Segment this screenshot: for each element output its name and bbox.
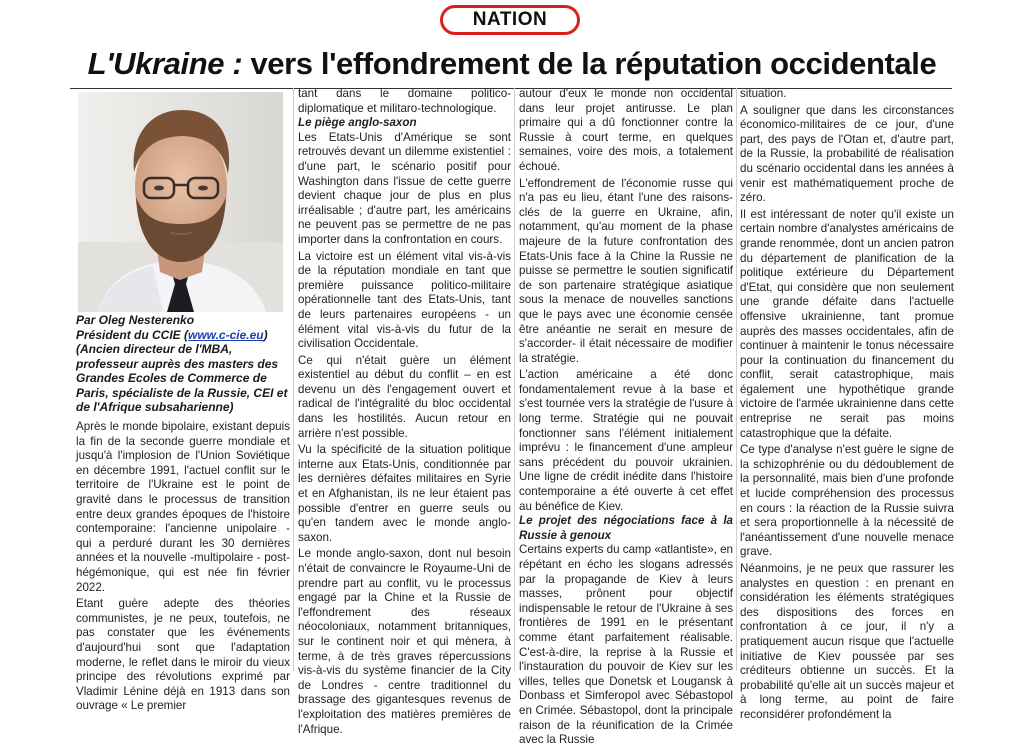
paragraph: tant dans le domaine politico-diplomatique et militaro-technologique. bbox=[298, 87, 511, 115]
paragraph: L'action américaine a été donc fondamentalement revue à la base et s'est tournée vers la stratégie de l'usure à long terme. Stratégie qui ne pouvait fonctionner sans l'élément initialement imprévu : le financement d'une ampleur sans précédent du pouvoir ukrainien. Une ligne de crédit inédite dans l'histoire contemporaine a été ouverte à cet effet au bénéfice de Kiev. bbox=[519, 368, 733, 513]
author-byline: Par Oleg Nesterenko bbox=[76, 313, 195, 327]
column-divider bbox=[736, 88, 737, 671]
paragraph: A souligner que dans les circonstances économico-militaires de ce jour, d'une part, des pays de l'Otan et, d'autre part, de la Russie, la probabilité de réalisation du scénario occidental dans les années à venir est mathématiquement proche de zéro. bbox=[740, 103, 954, 205]
paragraph: situation. bbox=[740, 87, 787, 100]
paragraph: Vu la spécificité de la situation politique interne aux Etats-Unis, conditionnée par les dernières défaites militaires en Syrie et en Afghanistan, ils ne leur étaient pas possible d'entrer en guerre seuls ou qu'en tandem avec le monde anglo-saxon. bbox=[298, 443, 511, 544]
column-divider bbox=[514, 88, 515, 671]
author-caption bbox=[76, 313, 288, 415]
subheading: Le projet des négociations face à la Russie à genoux bbox=[519, 514, 733, 542]
paragraph: La victoire est un élément vital vis-à-vis de la réputation mondiale en tant que première puissance politico-militaire opérationnelle tant des Etats-Unis, tant de leurs partenaires européens - un élément vital vis-à-vis du futur de la civilisation Occidentale. bbox=[298, 249, 511, 351]
headline-rest: vers l'effondrement de la réputation occidentale bbox=[242, 46, 937, 81]
article-column-2 bbox=[298, 87, 511, 736]
paragraph: Néanmoins, je ne peux que rassurer les analystes en question : en prenant en considération les éléments stratégiques des dispositions des forces en confrontation à ce jour, il n'y a pratiquement aucun risque que l'actuelle initiative de Kiev poussée par ses créditeurs obtienne un succès. Et la probabilité qu'elle ait un succès majeur et à long terme, au point de faire reconsidérer profondément la bbox=[740, 562, 954, 721]
headline-lead: L'Ukraine : bbox=[87, 46, 243, 81]
article-column-1 bbox=[76, 420, 290, 713]
paragraph: Il est intéressant de noter qu'il existe un certain nombre d'analystes américains de grande renommée, dont un ancien patron du département de planification de la politique extérieure du Département d'Etat, qui considère que non seulement une grande défaite dans l'actuelle offensive ukrainienne, tant promue auprès des masses occidentales, afin de continuer à maintenir le tonus nécessaire pour la continuation du financement du conflit, serait catastrophique, mais également une hypothétique grande victoire de l'armée ukrainienne dans cette entreprise ne serait pas moins catastrophique que la défaite. bbox=[740, 207, 954, 440]
author-bio: (Ancien directeur de l'MBA, professeur auprès des masters des Grandes Ecoles de Commerce de Paris, spécialiste de la Russie, CEI et de l'Afrique subsaharienne) bbox=[76, 342, 288, 414]
article-column-3 bbox=[519, 87, 733, 747]
author-role bbox=[76, 328, 288, 343]
paragraph: L'effondrement de l'économie russe qui n'a pas eu lieu, étant l'une des raisons-clés de la guerre en Ukraine, afin, notamment, qu'au moment de la phase majeure de la future confrontation des Etats-Unis face à la Chine la Russie ne puisse se permettre le soutien significatif de son partenaire stratégique asiatique sous la menace de nouvelles sanctions que le pays avec une économie censée être anéantie ne serait en mesure de s'accorder- il était nécessaire de modifier la stratégie. bbox=[519, 176, 733, 365]
article-column-4 bbox=[740, 87, 954, 721]
paragraph: Après le monde bipolaire, existant depuis la fin de la seconde guerre mondiale et jusqu'à l'implosion de l'Union Soviétique en décembre 1991, l'actuel conflit sur le territoire de l'Ukraine est le point de gravité dans le processus de transition entre deux grandes époques de l'histoire contemporaine: l'ancienne unipolaire - qui a perduré durant les 30 dernières années et la nouvelle -multipolaire - post-hégémonique, qui est née fin février 2022. bbox=[76, 420, 290, 594]
paragraph: Ce type d'analyse n'est guère le signe de la schizophrénie ou du dédoublement de la personnalité, mais bien d'une profonde et lucide compréhension des processus en cours : la réaction de la Russie suivra et sera proportionnelle à la nécessité de l'anéantissement d'une nouvelle menace grave. bbox=[740, 443, 954, 559]
author-role-prefix: Président du CCIE ( bbox=[76, 327, 189, 342]
paragraph: autour d'eux le monde non occidental dans leur projet antirusse. Le plan primaire qui a dû fonctionner contre la Russie à court terme, en quelques semaines, voire des mois, a totalement échoué. bbox=[519, 87, 733, 173]
author-photo bbox=[78, 92, 283, 312]
paragraph: Les Etats-Unis d'Amérique se sont retrouvés devant un dilemme existentiel : d'une part, le scénario positif pour Washington dans l'issue de cette guerre devient chaque jour de plus en plus irréalisable ; d'autre part, les américains ne peuvent pas se permettre de ne pas importer dans la confrontation en cours. bbox=[298, 130, 511, 246]
subheading: Le piège anglo-saxon bbox=[298, 116, 417, 130]
headline bbox=[0, 46, 1024, 82]
paragraph: Le monde anglo-saxon, dont nul besoin n'était de convaincre le Royaume-Uni de prendre part au conflit, vu le processus engagé par la Chine et la Russie de l'effondrement des réseaux néocoloniaux, notamment britanniques, sur le continent noir et qui mènera, à terme, à de très graves répercussions vis-à-vis du système financier de la City de Londres - centre traditionnel du brassage des gigantesques revenus de l'exploitation des matières premières de l'Afrique. bbox=[298, 547, 511, 736]
author-website-link[interactable]: www.c-cie.eu bbox=[188, 327, 264, 342]
author-role-suffix: ) bbox=[263, 327, 268, 342]
author-portrait-image bbox=[78, 92, 283, 312]
paragraph: Certains experts du camp «atlantiste», en répétant en écho les slogans adressés par la propagande de Kiev à leurs masses, prônent pour objectif indispensable le retour de l'Ukraine à ses frontières de 1991 en le présentant comme étant parfaitement réalisable. C'est-à-dire, la reprise à la Russie et l'instauration du pouvoir de Kiev sur les villes, telles que Donetsk et Lougansk à Donbass et Simferopol avec Sébastopol en Crimée. Sébastopol, dont la principale raison de la réunification de la Crimée avec la Russie bbox=[519, 543, 733, 747]
paragraph: Etant guère adepte des théories communistes, je ne peux, toutefois, ne pas constater que les événements d'aujourd'hui sont que l'adaptation moderne, le reflet dans le miroir du vieux principe des révolutions exprimé par Vladimir Lénine déjà en 1913 dans son ouvrage « Le premier bbox=[76, 597, 290, 713]
paragraph: Ce qui n'était guère un élément existentiel au début du conflit – en est devenu un dès l'engagement ouvert et radical de l'intégralité du bloc occidental dans les hostilités. Aucun retour en arrière n'est possible. bbox=[298, 353, 511, 440]
column-divider bbox=[293, 88, 294, 671]
section-label: NATION bbox=[440, 5, 580, 35]
